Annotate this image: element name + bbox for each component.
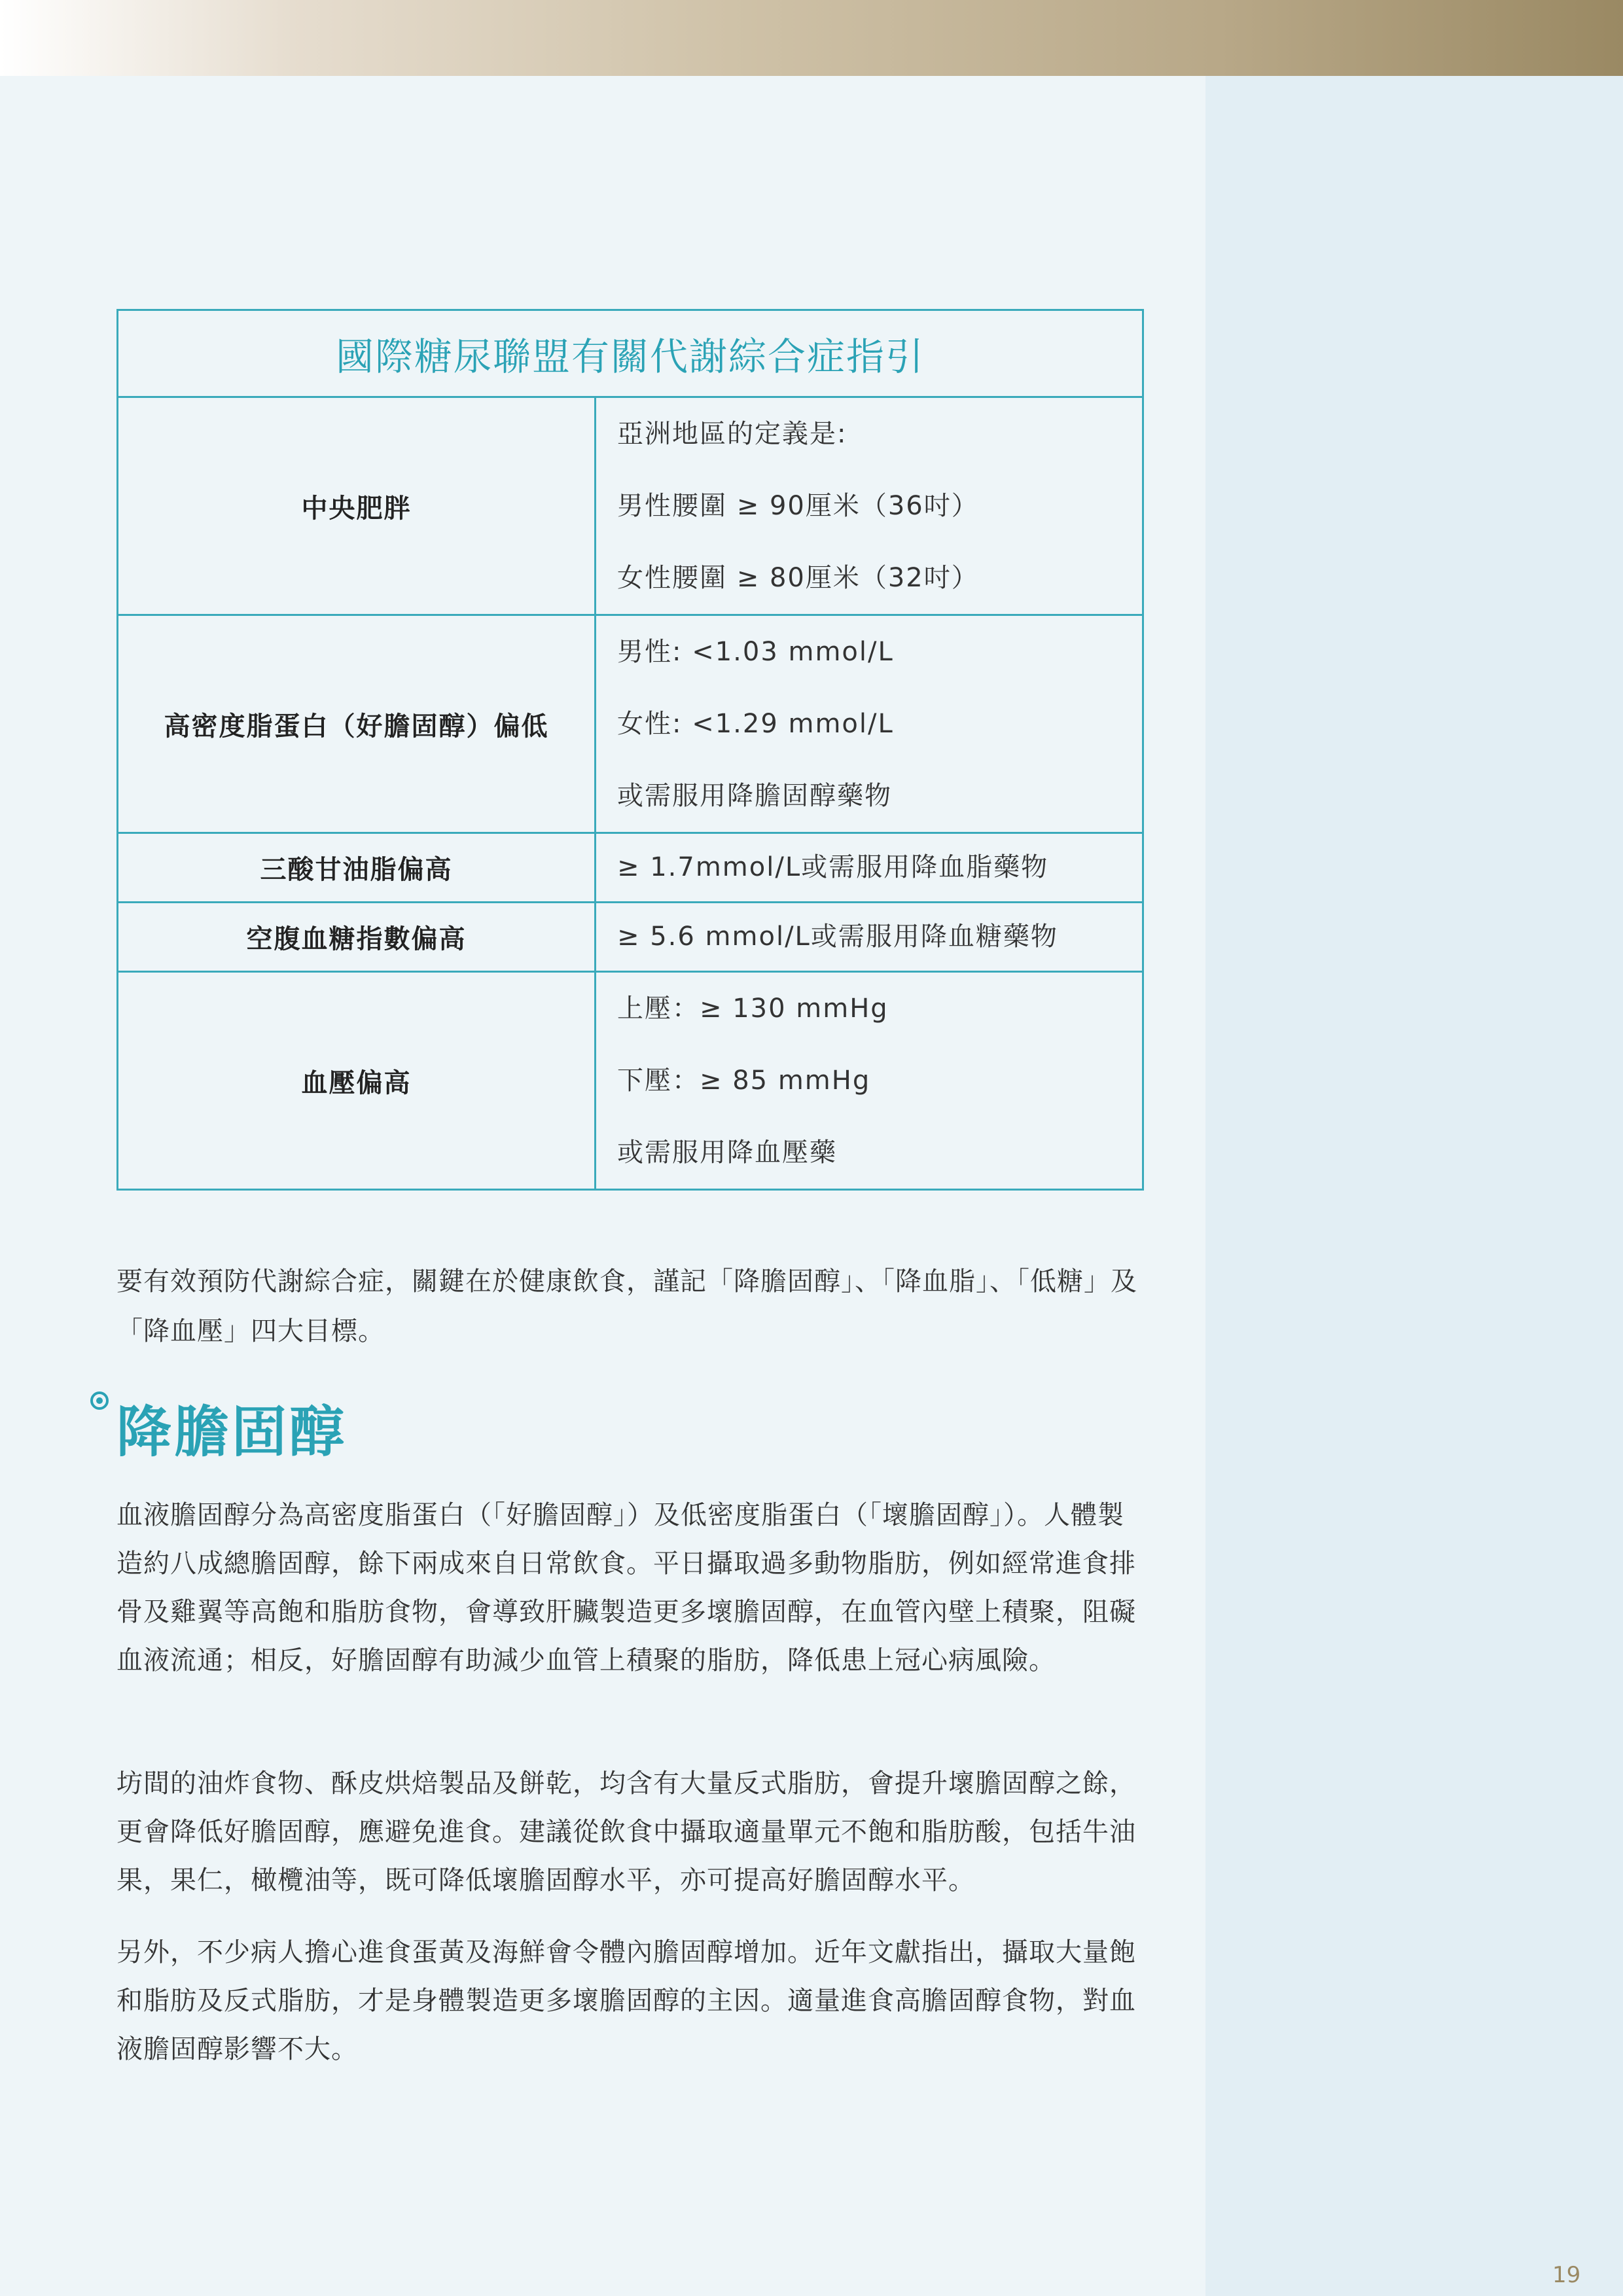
bullet-circle-icon	[90, 1391, 109, 1410]
value-cell	[596, 972, 1143, 1190]
table-row	[118, 903, 1143, 972]
value-line: 女性: <1.29 mmol/L	[617, 709, 894, 739]
value-cell	[596, 397, 1143, 615]
body-paragraph: 另外，不少病人擔心進食蛋黃及海鮮會令體內膽固醇增加。近年文獻指出，攝取大量飽和脂肪及反式脂肪，才是身體製造更多壞膽固醇的主因。適量進食高膽固醇食物，對血液膽固醇影響不大。	[116, 1937, 1136, 2064]
value-line: 或需服用降膽固醇藥物	[617, 781, 892, 811]
table-row	[118, 833, 1143, 903]
value-line: 或需服用降血壓藥	[617, 1138, 837, 1168]
criterion-cell: 三酸甘油脂偏高	[118, 833, 596, 903]
section-heading: 降膽固醇	[116, 1400, 348, 1464]
value-cell	[596, 615, 1143, 833]
idf-guideline-table	[116, 309, 1144, 1191]
table-row	[118, 972, 1143, 1190]
value-line: 上壓：≥ 130 mmHg	[617, 994, 889, 1024]
value-cell: ≥ 1.7mmol/L或需服用降血脂藥物	[596, 833, 1143, 903]
table-row	[118, 397, 1143, 615]
body-paragraph: 坊間的油炸食物、酥皮烘焙製品及餅乾，均含有大量反式脂肪，會提升壞膽固醇之餘，更會降低好膽固醇，應避免進食。建議從飲食中攝取適量單元不飽和脂肪酸，包括牛油果，果仁，橄欖油等，既可降低壞膽固醇水平，亦可提高好膽固醇水平。	[116, 1768, 1136, 1895]
table-row	[118, 615, 1143, 833]
intro-paragraph: 要有效預防代謝綜合症，關鍵在於健康飲食，謹記「降膽固醇」、「降血脂」、「低糖」及「降血壓」四大目標。	[116, 1266, 1137, 1346]
criterion-cell: 中央肥胖	[118, 397, 596, 615]
page-number: 19	[1552, 2262, 1581, 2288]
value-cell: ≥ 5.6 mmol/L或需服用降血糖藥物	[596, 903, 1143, 972]
value-line: 下壓：≥ 85 mmHg	[617, 1066, 871, 1096]
criterion-cell: 空腹血糖指數偏高	[118, 903, 596, 972]
criterion-cell: 高密度脂蛋白（好膽固醇）偏低	[118, 615, 596, 833]
header-band	[0, 0, 1623, 76]
value-line: 亞洲地區的定義是:	[617, 419, 847, 449]
value-line: 女性腰圍 ≥ 80厘米（32吋）	[617, 563, 979, 593]
value-line: 男性: <1.03 mmol/L	[617, 637, 894, 667]
table-title: 國際糖尿聯盟有關代謝綜合症指引	[118, 310, 1143, 397]
value-line: 男性腰圍 ≥ 90厘米（36吋）	[617, 491, 979, 521]
body-paragraph: 血液膽固醇分為高密度脂蛋白（「好膽固醇」）及低密度脂蛋白（「壞膽固醇」）。人體製造約八成總膽固醇，餘下兩成來自日常飲食。平日攝取過多動物脂肪，例如經常進食排骨及雞翼等高飽和脂肪食物，會導致肝臟製造更多壞膽固醇，在血管內壁上積聚，阻礙血液流通；相反，好膽固醇有助減少血管上積聚的脂肪，降低患上冠心病風險。	[116, 1500, 1136, 1676]
criterion-cell: 血壓偏高	[118, 972, 596, 1190]
side-panel	[1205, 76, 1623, 2296]
